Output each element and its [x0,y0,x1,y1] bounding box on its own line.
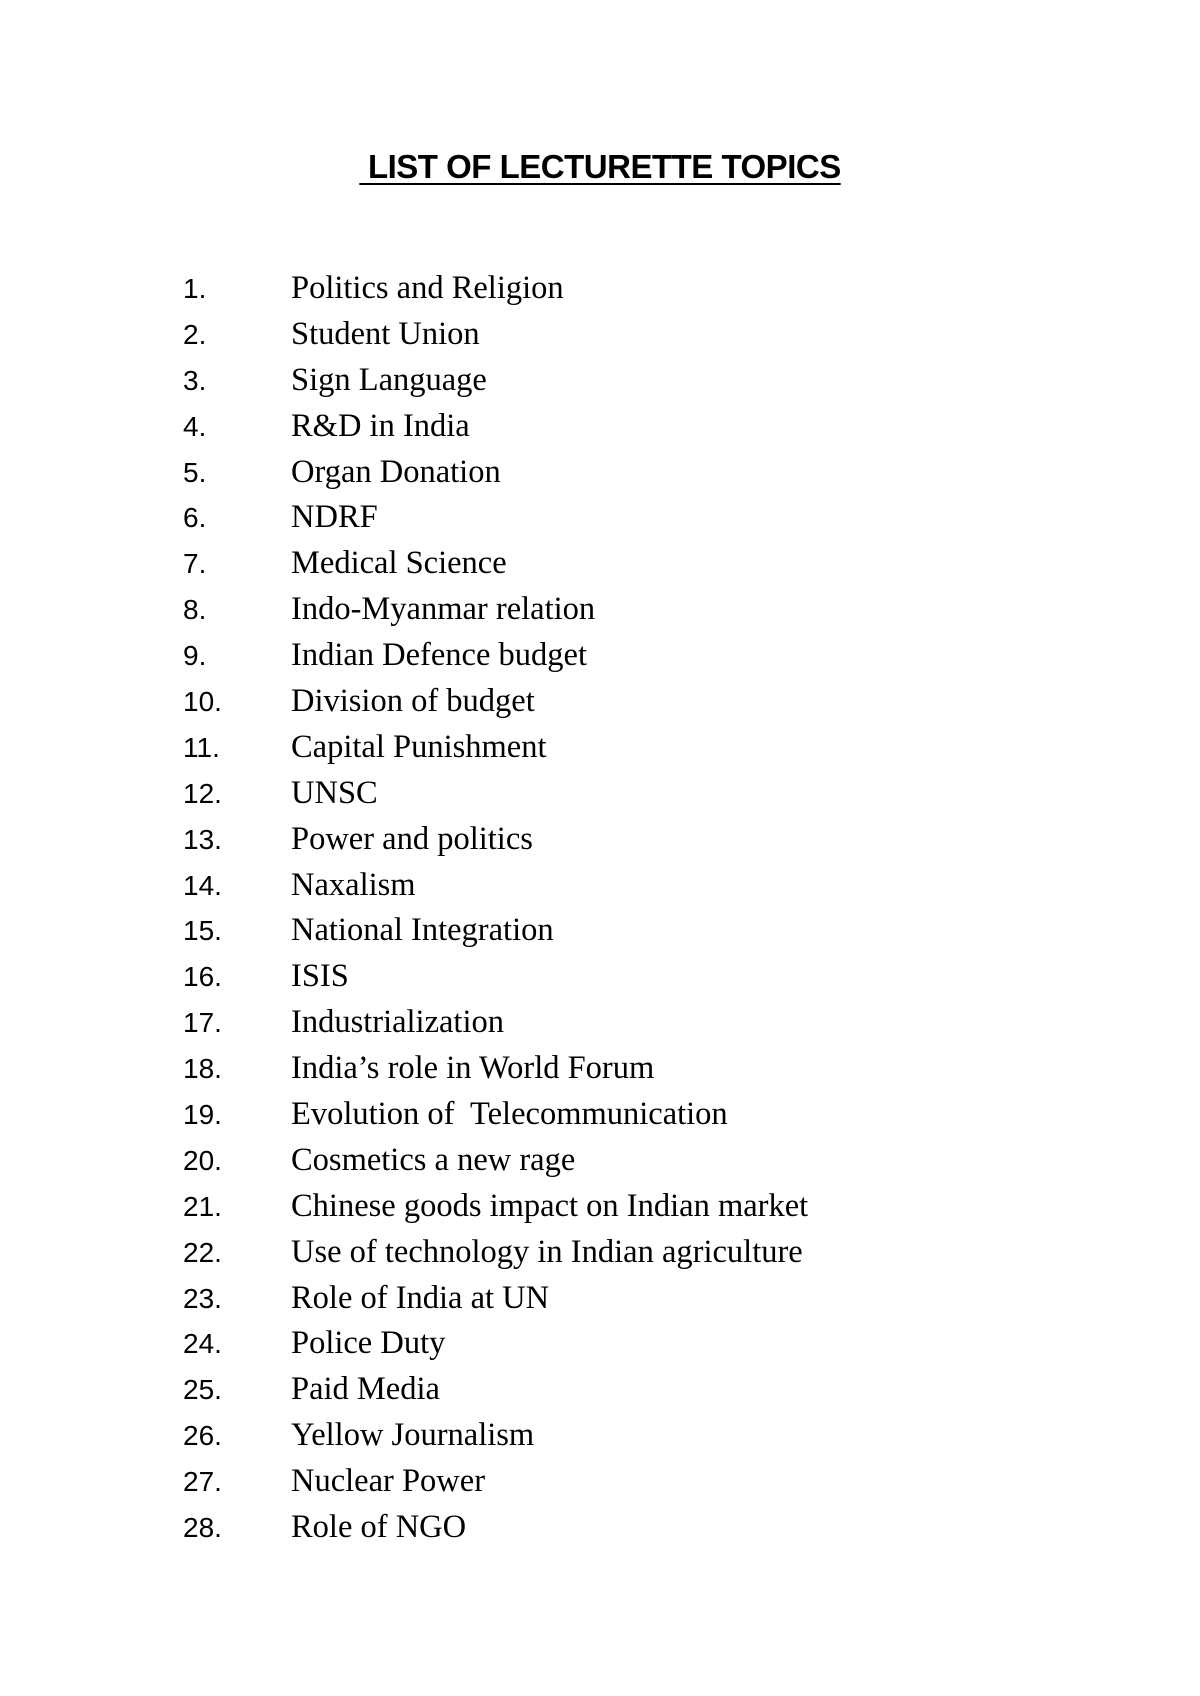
list-item [183,1230,808,1276]
list-item-number: 5. [183,456,207,488]
list-item-text: Evolution of Telecommunication [291,1096,728,1133]
list-item-text: Role of NGO [291,1509,467,1546]
list-item-number: 8. [183,594,207,626]
list-item-number: 2. [183,318,207,350]
list-item-number: 24. [183,1328,222,1360]
list-item-text: National Integration [291,912,554,949]
list-item-text: NDRF [291,499,378,536]
list-item-text: Capital Punishment [291,728,547,765]
list-item-number: 7. [183,548,207,580]
list-item-text: Use of technology in Indian agriculture [291,1233,803,1270]
list-item-text: Yellow Journalism [291,1417,535,1454]
list-item-text: Nuclear Power [291,1463,486,1500]
list-item [183,404,808,450]
list-item [183,679,808,725]
list-item-number: 25. [183,1374,222,1406]
list-item-text: Cosmetics a new rage [291,1141,576,1178]
list-item [183,954,808,1000]
list-item-text: Power and politics [291,820,533,857]
list-item-number: 3. [183,364,207,396]
list-item [183,1413,808,1459]
list-item-text: Sign Language [291,361,487,398]
list-item [183,633,808,679]
list-item-number: 28. [183,1512,222,1544]
list-item-number: 11. [183,731,220,763]
list-item [183,1505,808,1551]
list-item [183,587,808,633]
list-item-number: 16. [183,961,222,993]
list-item-number: 15. [183,915,222,947]
list-item [183,495,808,541]
topic-list [183,266,808,1551]
list-item-number: 9. [183,640,207,672]
list-item [183,1092,808,1138]
list-item-text: Division of budget [291,683,535,720]
list-item [183,771,808,817]
list-item-text: ISIS [291,958,349,995]
list-item [183,1046,808,1092]
list-item-text: Organ Donation [291,453,501,490]
list-item-number: 20. [183,1144,222,1176]
list-item-number: 21. [183,1190,222,1222]
list-item-text: Police Duty [291,1325,446,1362]
list-item [183,312,808,358]
list-item-number: 10. [183,686,222,718]
list-item-text: Student Union [291,315,480,352]
list-item-text: Indian Defence budget [291,637,587,674]
list-item-number: 14. [183,869,222,901]
list-item-number: 27. [183,1466,222,1498]
list-item-text: Industrialization [291,1004,504,1041]
list-item-text: Role of India at UN [291,1279,550,1316]
list-item [183,358,808,404]
list-item [183,1000,808,1046]
list-item [183,266,808,312]
list-item [183,1459,808,1505]
list-item-number: 18. [183,1053,222,1085]
list-item [183,1367,808,1413]
list-item-number: 19. [183,1099,222,1131]
list-item-number: 13. [183,823,222,855]
list-item [183,908,808,954]
list-item-text: Politics and Religion [291,270,564,306]
list-item [183,725,808,771]
list-item [183,1276,808,1322]
list-item [183,1138,808,1184]
list-item-number: 22. [183,1236,222,1268]
list-item-number: 12. [183,777,222,809]
page-title-text: LIST OF LECTURETTE TOPICS [359,148,841,185]
list-item-text: Medical Science [291,545,507,582]
list-item-number: 6. [183,502,207,534]
list-item-text: Paid Media [291,1371,440,1408]
list-item [183,541,808,587]
list-item-number: 1. [183,273,207,304]
list-item [183,450,808,496]
list-item-number: 23. [183,1282,222,1314]
list-item-text: R&D in India [291,407,470,444]
list-item [183,863,808,909]
list-item [183,1184,808,1230]
list-item-text: Indo-Myanmar relation [291,591,596,628]
list-item [183,1321,808,1367]
list-item [183,817,808,863]
list-item-number: 26. [183,1420,222,1452]
list-item-text: Chinese goods impact on Indian market [291,1187,809,1224]
list-item-number: 4. [183,410,207,442]
list-item-text: India’s role in World Forum [291,1050,655,1087]
list-item-text: UNSC [291,774,378,811]
list-item-text: Naxalism [291,866,416,903]
page-title [0,148,1200,186]
list-item-number: 17. [183,1007,222,1039]
